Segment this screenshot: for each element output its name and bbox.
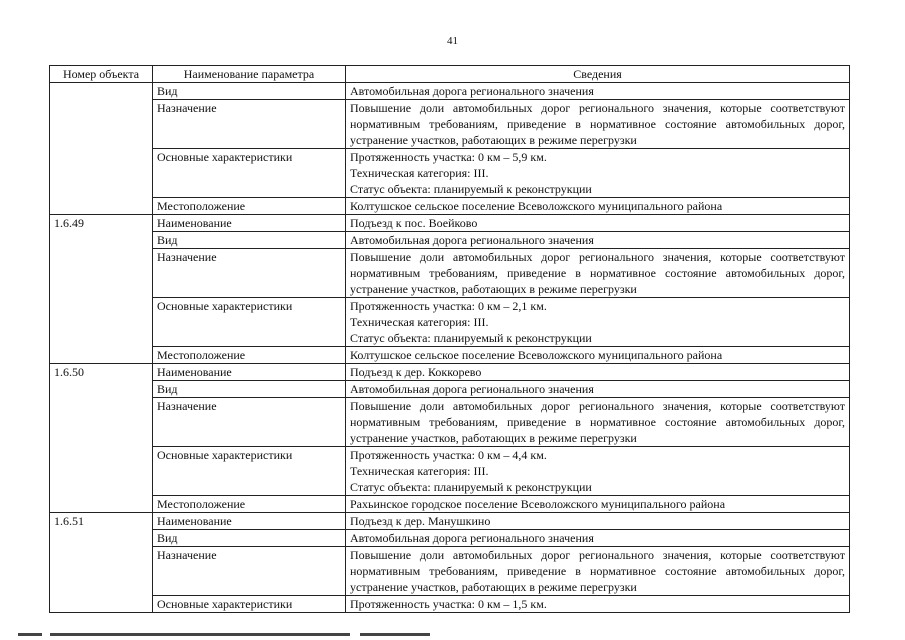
table-row: [50, 232, 850, 249]
object-number-cell: [50, 232, 153, 249]
details-cell: [346, 530, 850, 547]
parameter-name-cell: Наименование: [153, 215, 346, 232]
parameter-name-cell: Вид: [153, 530, 346, 547]
details-line: Повышение доли автомобильных дорог регионального значения, которые соответствуют нормативным требованиям, приведение в нормативное состояние автомобильных дорог, устранение участков, работающих в режиме перегрузки: [350, 250, 845, 296]
object-number-cell: 1.6.49: [50, 215, 153, 232]
object-number-cell: 1.6.51: [50, 513, 153, 530]
details-line: Техническая категория: III.: [350, 315, 489, 329]
parameter-name-cell: Вид: [153, 83, 346, 100]
object-number-cell: [50, 596, 153, 613]
table-row: [50, 398, 850, 447]
details-cell: [346, 596, 850, 613]
details-line: Протяженность участка: 0 км – 4,4 км.: [350, 448, 547, 462]
details-cell: [346, 198, 850, 215]
object-number-cell: [50, 198, 153, 215]
details-line: Повышение доли автомобильных дорог регионального значения, которые соответствуют нормативным требованиям, приведение в нормативное состояние автомобильных дорог, устранение участков, работающих в режиме перегрузки: [350, 101, 845, 147]
header-object-number: Номер объекта: [50, 66, 153, 83]
parameter-name-cell: Основные характеристики: [153, 447, 346, 496]
details-cell: [346, 447, 850, 496]
object-number-cell: 1.6.50: [50, 364, 153, 381]
table-row: [50, 596, 850, 613]
details-cell: [346, 496, 850, 513]
parameter-name-cell: Вид: [153, 381, 346, 398]
table-row: [50, 347, 850, 364]
details-cell: [346, 298, 850, 347]
scan-edge-mark: [50, 633, 350, 636]
details-line: Статус объекта: планируемый к реконструкции: [350, 480, 592, 494]
parameter-name-cell: Назначение: [153, 100, 346, 149]
header-row: [50, 66, 850, 83]
details-cell: [346, 249, 850, 298]
details-cell: [346, 215, 850, 232]
table-row: [50, 547, 850, 596]
header-parameter-name: Наименование параметра: [153, 66, 346, 83]
parameter-name-cell: Основные характеристики: [153, 149, 346, 198]
details-line: Колтушское сельское поселение Всеволожского муниципального района: [350, 199, 723, 213]
details-cell: [346, 83, 850, 100]
details-line: Рахьинское городское поселение Всеволожского муниципального района: [350, 497, 726, 511]
details-cell: [346, 547, 850, 596]
table-row: [50, 447, 850, 496]
table-row: [50, 215, 850, 232]
details-line: Автомобильная дорога регионального значения: [350, 84, 594, 98]
parameter-name-cell: Назначение: [153, 398, 346, 447]
table-row: [50, 100, 850, 149]
parameter-name-cell: Местоположение: [153, 347, 346, 364]
object-number-cell: [50, 149, 153, 198]
details-line: Повышение доли автомобильных дорог регионального значения, которые соответствуют нормативным требованиям, приведение в нормативное состояние автомобильных дорог, устранение участков, работающих в режиме перегрузки: [350, 548, 845, 594]
table-row: [50, 198, 850, 215]
page-number: 41: [447, 35, 458, 47]
details-line: Колтушское сельское поселение Всеволожского муниципального района: [350, 348, 723, 362]
object-number-cell: [50, 398, 153, 447]
details-line: Автомобильная дорога регионального значения: [350, 531, 594, 545]
table-row: [50, 149, 850, 198]
details-line: Автомобильная дорога регионального значения: [350, 382, 594, 396]
details-line: Повышение доли автомобильных дорог регионального значения, которые соответствуют нормативным требованиям, приведение в нормативное состояние автомобильных дорог, устранение участков, работающих в режиме перегрузки: [350, 399, 845, 445]
details-line: Протяженность участка: 0 км – 2,1 км.: [350, 299, 547, 313]
object-number-cell: [50, 447, 153, 496]
table-row: [50, 496, 850, 513]
table-header: [50, 66, 850, 83]
object-number-cell: [50, 496, 153, 513]
details-line: Техническая категория: III.: [350, 166, 489, 180]
details-line: Подъезд к дер. Коккорево: [350, 365, 482, 379]
details-line: Протяженность участка: 0 км – 5,9 км.: [350, 150, 547, 164]
table-row: [50, 381, 850, 398]
parameter-name-cell: Основные характеристики: [153, 298, 346, 347]
parameter-name-cell: Назначение: [153, 249, 346, 298]
object-number-cell: [50, 249, 153, 298]
table-row: [50, 249, 850, 298]
table-row: [50, 298, 850, 347]
parameter-name-cell: Местоположение: [153, 496, 346, 513]
parameter-name-cell: Основные характеристики: [153, 596, 346, 613]
details-line: Автомобильная дорога регионального значения: [350, 233, 594, 247]
table-row: [50, 83, 850, 100]
details-line: Подъезд к дер. Манушкино: [350, 514, 491, 528]
parameter-name-cell: Наименование: [153, 513, 346, 530]
details-cell: [346, 398, 850, 447]
object-number-cell: [50, 381, 153, 398]
table-row: [50, 364, 850, 381]
object-number-cell: [50, 547, 153, 596]
object-number-cell: [50, 100, 153, 149]
object-number-cell: [50, 347, 153, 364]
scan-edge-mark: [18, 633, 42, 636]
parameter-name-cell: Местоположение: [153, 198, 346, 215]
parameter-name-cell: Наименование: [153, 364, 346, 381]
object-number-cell: [50, 83, 153, 100]
details-cell: [346, 381, 850, 398]
table-body: [50, 83, 850, 613]
details-line: Техническая категория: III.: [350, 464, 489, 478]
details-cell: [346, 364, 850, 381]
objects-table: [49, 65, 850, 613]
parameter-name-cell: Назначение: [153, 547, 346, 596]
object-number-cell: [50, 530, 153, 547]
details-cell: [346, 347, 850, 364]
parameter-name-cell: Вид: [153, 232, 346, 249]
table-row: [50, 513, 850, 530]
details-line: Статус объекта: планируемый к реконструкции: [350, 331, 592, 345]
details-cell: [346, 513, 850, 530]
object-number-cell: [50, 298, 153, 347]
details-cell: [346, 149, 850, 198]
header-details: Сведения: [346, 66, 850, 83]
details-line: Статус объекта: планируемый к реконструкции: [350, 182, 592, 196]
details-line: Протяженность участка: 0 км – 1,5 км.: [350, 597, 547, 611]
details-cell: [346, 232, 850, 249]
details-line: Подъезд к пос. Воейково: [350, 216, 478, 230]
table-row: [50, 530, 850, 547]
scan-edge-mark: [360, 633, 430, 636]
details-cell: [346, 100, 850, 149]
